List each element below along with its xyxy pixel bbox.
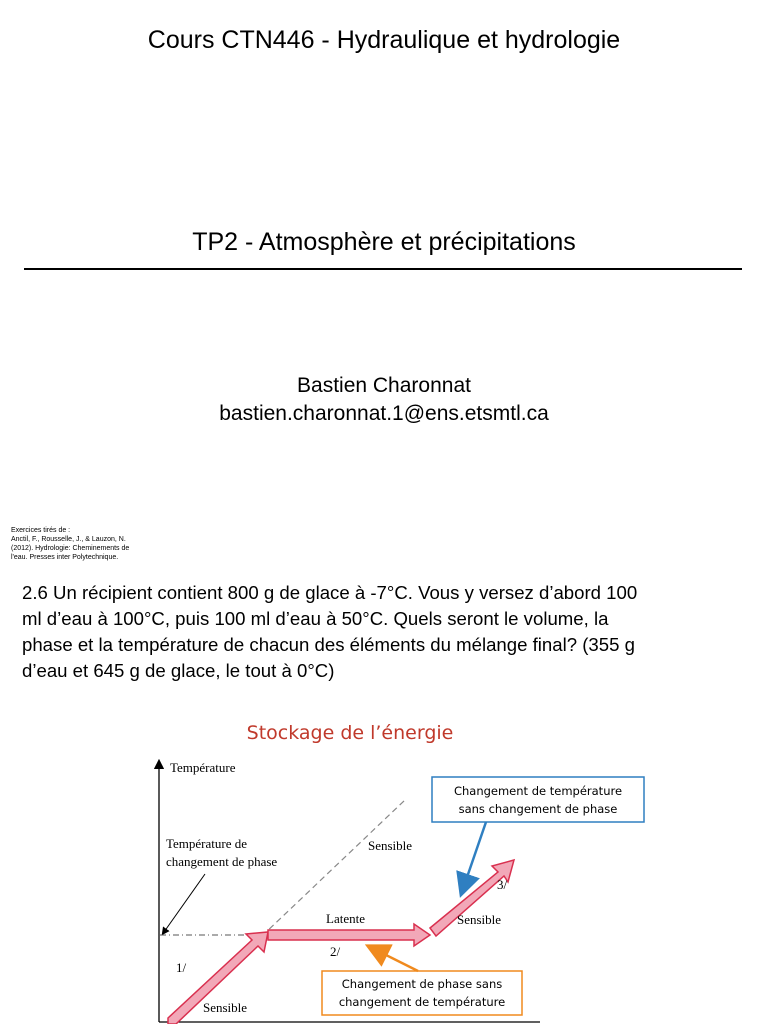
question-line: d’eau et 645 g de glace, le tout à 0°C) bbox=[22, 660, 335, 681]
source-line: l'eau. Presses inter Polytechnique. bbox=[11, 554, 119, 561]
latente-label: Latente bbox=[326, 911, 365, 926]
callout-phase-change bbox=[322, 971, 522, 1015]
callout-text: sans changement de phase bbox=[458, 802, 618, 816]
phase-arrow-2 bbox=[268, 924, 430, 946]
energy-storage-diagram bbox=[0, 750, 768, 1024]
step-label-1: 1/ bbox=[176, 960, 187, 975]
callout-text: Changement de phase sans bbox=[341, 977, 503, 991]
question-line: 2.6 Un récipient contient 800 g de glace à -7°C. Vous y versez d’abord 100 bbox=[22, 582, 638, 603]
callout-text: changement de température bbox=[338, 995, 506, 1009]
sensible-label-1: Sensible bbox=[203, 1000, 248, 1015]
course-title: Cours CTN446 - Hydraulique et hydrologie bbox=[147, 26, 621, 54]
source-line: Anctil, F., Rousselle, J., & Lauzon, N. bbox=[11, 536, 126, 543]
question-line: ml d’eau à 100°C, puis 100 ml d’eau à 50°C. Quels seront le volume, la bbox=[22, 608, 609, 629]
phase-temp-pointer bbox=[164, 874, 205, 932]
sensible-dashed-label: Sensible bbox=[368, 838, 413, 853]
y-axis-label: Température bbox=[170, 760, 236, 775]
phase-temp-label: changement de phase bbox=[166, 854, 278, 869]
callout-pointer-orange bbox=[376, 950, 418, 971]
callout-text: Changement de température bbox=[453, 784, 623, 798]
title-divider bbox=[24, 268, 742, 270]
author-name: Bastien Charonnat bbox=[297, 374, 471, 397]
phase-temp-label: Température de bbox=[166, 836, 248, 851]
author-block bbox=[0, 372, 768, 428]
callout-temperature-change bbox=[432, 777, 644, 822]
author-email[interactable]: bastien.charonnat.1@ens.etsmtl.ca bbox=[219, 402, 549, 425]
callout-pointer-blue bbox=[464, 822, 486, 886]
figure-title: Stockage de l’énergie bbox=[246, 722, 454, 744]
exercise-question bbox=[22, 580, 752, 684]
sensible-label-3: Sensible bbox=[457, 912, 502, 927]
source-line: Exercices tirés de : bbox=[11, 527, 71, 534]
step-label-2: 2/ bbox=[330, 944, 341, 959]
question-line: phase et la température de chacun des éléments du mélange final? (355 g bbox=[22, 634, 635, 655]
step-label-3: 3/ bbox=[497, 877, 508, 892]
source-line: (2012). Hydrologie: Cheminements de bbox=[11, 545, 130, 552]
tp-title: TP2 - Atmosphère et précipitations bbox=[192, 228, 576, 256]
source-citation bbox=[11, 526, 171, 562]
